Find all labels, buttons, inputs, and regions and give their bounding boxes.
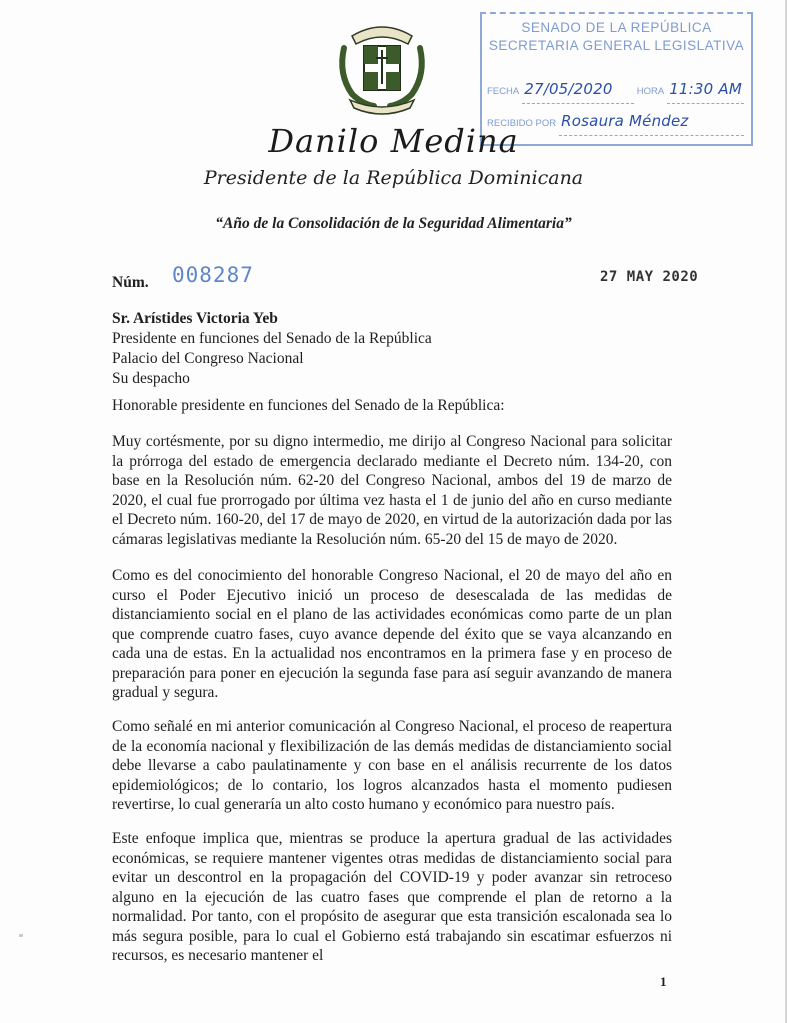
coat-of-arms-icon: [334, 14, 430, 118]
sender-name: Danilo Medina: [268, 122, 519, 160]
stamp-date-line: [522, 78, 634, 104]
date-stamp: 27 MAY 2020: [600, 269, 699, 285]
stamp-receiver-signature: Rosaura Méndez: [561, 112, 689, 130]
stamp-hour-line: [667, 78, 744, 104]
stamp-institution: SENADO DE LA REPÚBLICA: [521, 20, 712, 35]
stamp-date-label: FECHA: [487, 86, 520, 97]
body-paragraph: Este enfoque implica que, mientras se produce la apertura gradual de las actividades económicas, se requiere mantener vigentes otras medidas de distanciamiento social para evitar un descontrol en la propagación del COVID-19 y poder avanzar sin retroceso alguno en la ejecución de las cuatro fases que comprende el plan de retorno a la normalidad. Por tanto, con el propósito de asegurar que esta transición escalonada sea lo más segura posible, para lo cual el Gobierno está trabajando sin escatimar esfuerzos ni recursos, es necesario mantener el: [112, 830, 672, 964]
document-number: 008287: [172, 263, 254, 287]
year-motto: “Año de la Consolidación de la Seguridad Alimentaria”: [215, 215, 572, 232]
sender-title: Presidente de la República Dominicana: [203, 167, 584, 189]
stamp-hour-handwritten: 11:30 AM: [669, 80, 742, 98]
addressee-block: [112, 309, 432, 389]
addressee-position: Presidente en funciones del Senado de la República: [112, 330, 432, 347]
addressee-office: Su despacho: [112, 370, 190, 387]
body-paragraph: Muy cortésmente, por su digno intermedio, me dirijo al Congreso Nacional para solicitar la prórroga del estado de emergencia declarado mediante el Decreto núm. 134-20, con base en la Resolución núm. 62-20 del Congreso Nacional, ambos del 19 de marzo de 2020, el cual fue prorrogado por última vez hasta el 1 de junio del año en curso mediante el Decreto núm. 160-20, del 17 de mayo de 2020, en virtud de la autorización dada por las cámaras legislativas mediante la Resolución núm. 65-20 del 15 de mayo de 2020.: [112, 433, 672, 548]
stamp-date-row: [487, 78, 747, 104]
body-paragraph: Como señalé en mi anterior comunicación al Congreso Nacional, el proceso de reapertura de la economía nacional y flexibilización de las demás medidas de distanciamiento social debe llevarse a cabo paulatinamente y con base en el análisis recurrente de los datos epidemiológicos; de lo contario, los logros alcanzados hasta el momento pudiesen revertirse, lo cual generaría un alto costo humano y económico para nuestro país.: [112, 718, 672, 813]
stamp-department: SECRETARIA GENERAL LEGISLATIVA: [488, 38, 745, 53]
addressee-location: Palacio del Congreso Nacional: [112, 350, 304, 367]
page-number: 1: [660, 974, 667, 989]
body-paragraph: Como es del conocimiento del honorable Congreso Nacional, el 20 de mayo del año en curso el Poder Ejecutivo inició un proceso de desescalada de las medidas de distanciamiento social en el plano de las actividades económicas como parte de un plan que comprende cuatro fases, cuyo avance depende del éxito que se vaya alcanzando en cada una de estas. En la actualidad nos encontramos en la primera fase y en proceso de preparación para poner en ejecución la segunda fase para así seguir avanzando de manera gradual y segura.: [112, 567, 672, 701]
stamp-hour-label: HORA: [636, 86, 665, 97]
addressee-name: Sr. Arístides Victoria Yeb: [112, 310, 278, 327]
stamp-received-label: RECIBIDO POR: [487, 118, 557, 129]
scan-artifact: [19, 934, 23, 937]
salutation: Honorable presidente en funciones del Senado de la República:: [112, 397, 505, 414]
stamp-date-handwritten: 27/05/2020: [524, 80, 613, 98]
number-label: Núm.: [112, 274, 149, 291]
